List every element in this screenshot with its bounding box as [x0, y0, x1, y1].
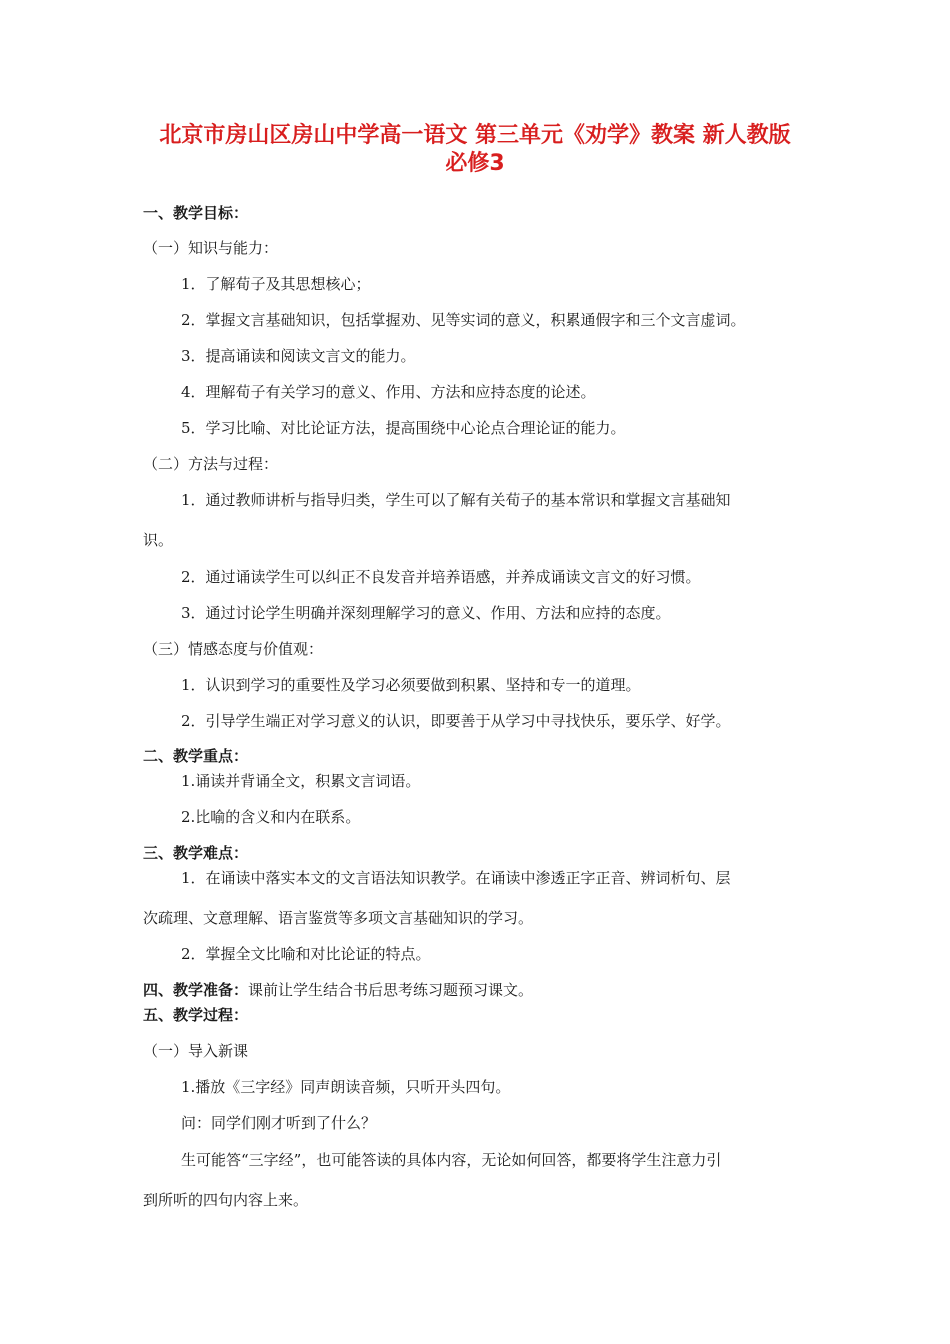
list-item: 2．掌握全文比喻和对比论证的特点。 — [181, 945, 431, 963]
list-item-continuation: 次疏理、文意理解、语言鉴赏等多项文言基础知识的学习。 — [143, 909, 534, 927]
list-item: 1．了解荀子及其思想核心； — [181, 275, 371, 293]
list-item: 1.诵读并背诵全文，积累文言词语。 — [181, 772, 421, 790]
section-heading-difficulties: 三、教学难点： — [143, 844, 249, 862]
list-item: 4．理解荀子有关学习的意义、作用、方法和应持态度的论述。 — [181, 383, 596, 401]
section-heading-preparation: 四、教学准备： — [143, 981, 249, 999]
question-text: 问：同学们刚才听到了什么？ — [181, 1114, 377, 1132]
list-item: 2．通过诵读学生可以纠正不良发音并培养语感，并养成诵读文言文的好习惯。 — [181, 568, 701, 586]
section-heading-key-points: 二、教学重点： — [143, 747, 249, 765]
subheading-knowledge: （一）知识与能力： — [143, 239, 279, 257]
document-title-line2: 必修3 — [445, 151, 505, 176]
preparation-text: 课前让学生结合书后思考练习题预习课文。 — [248, 981, 534, 999]
subheading-attitudes: （三）情感态度与价值观： — [143, 640, 324, 658]
list-item: 1.播放《三字经》同声朗读音频，只听开头四句。 — [181, 1078, 511, 1096]
section-heading-process: 五、教学过程： — [143, 1006, 249, 1024]
list-item: 2.比喻的含义和内在联系。 — [181, 808, 361, 826]
subheading-introduction: （一）导入新课 — [143, 1042, 249, 1060]
paragraph-continuation: 到所听的四句内容上来。 — [143, 1191, 309, 1209]
list-item: 1．认识到学习的重要性及学习必须要做到积累、坚持和专一的道理。 — [181, 676, 641, 694]
section-heading-objectives: 一、教学目标： — [143, 204, 249, 222]
list-item: 1．在诵读中落实本文的文言语法知识教学。在诵读中渗透正字正音、辨词析句、层 — [181, 869, 731, 887]
paragraph-text: 生可能答“三字经”，也可能答读的具体内容，无论如何回答，都要将学生注意力引 — [181, 1151, 722, 1169]
list-item-continuation: 识。 — [143, 531, 174, 549]
subheading-methods: （二）方法与过程： — [143, 455, 279, 473]
list-item: 5．学习比喻、对比论证方法，提高围绕中心论点合理论证的能力。 — [181, 419, 626, 437]
list-item: 3．通过讨论学生明确并深刻理解学习的意义、作用、方法和应持的态度。 — [181, 604, 671, 622]
list-item: 2．引导学生端正对学习意义的认识，即要善于从学习中寻找快乐，要乐学、好学。 — [181, 712, 731, 730]
list-item: 2．掌握文言基础知识，包括掌握劝、见等实词的意义，积累通假字和三个文言虚词。 — [181, 311, 746, 329]
document-title-line1: 北京市房山区房山中学高一语文 第三单元《劝学》教案 新人教版 — [159, 123, 791, 148]
list-item: 3．提高诵读和阅读文言文的能力。 — [181, 347, 416, 365]
section-preparation — [143, 980, 533, 1000]
list-item: 1．通过教师讲析与指导归类，学生可以了解有关荀子的基本常识和掌握文言基础知 — [181, 491, 731, 509]
